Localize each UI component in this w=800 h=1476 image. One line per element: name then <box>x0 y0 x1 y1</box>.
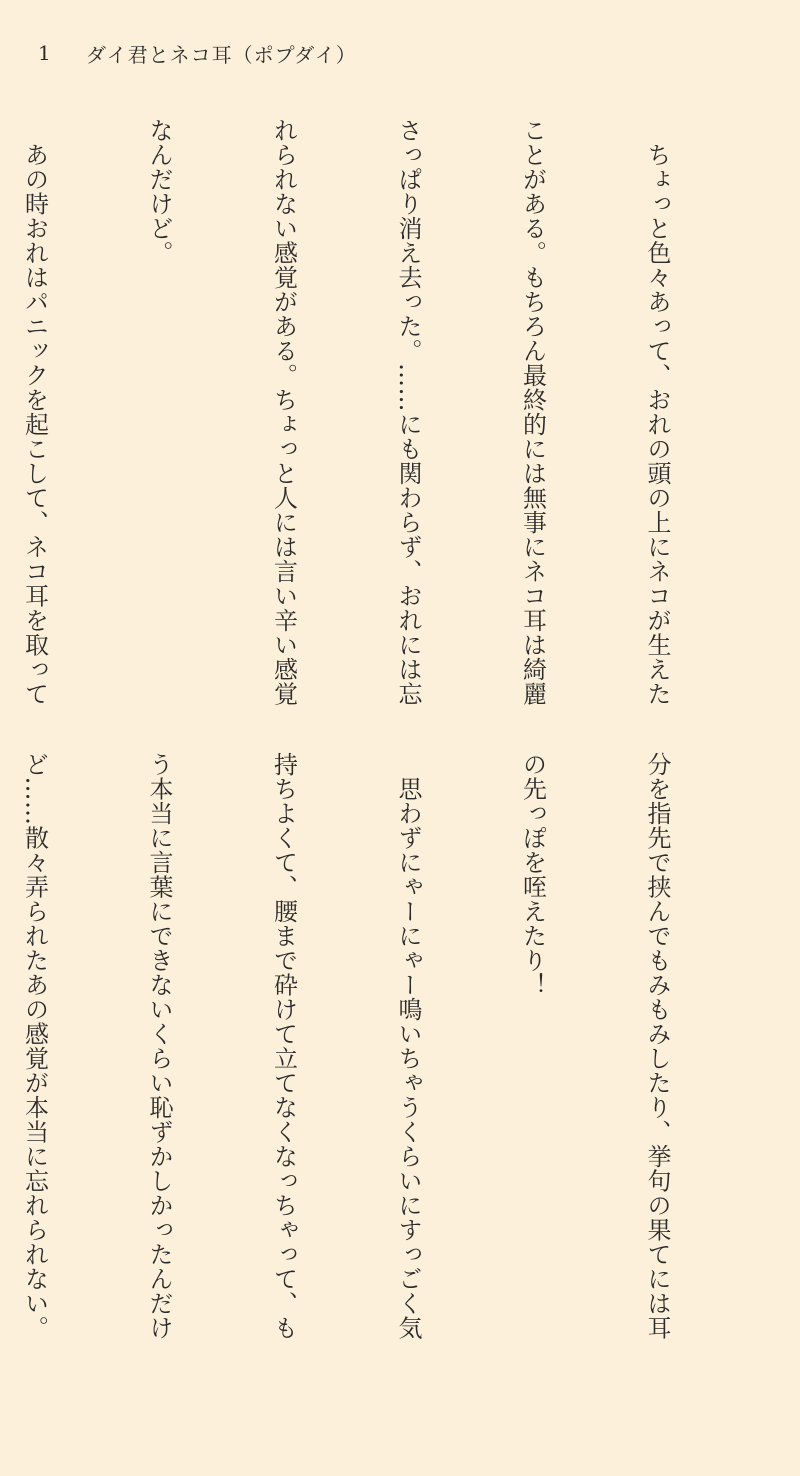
text-line: ことがある。もちろん最終的には無事にネコ耳は綺麗 <box>518 118 547 706</box>
text-line: あの時おれはパニックを起こして、ネコ耳を取って <box>20 118 49 706</box>
text-line: ちょっと色々あって、おれの頭の上にネコが生えた <box>643 118 671 706</box>
text-line: さっぱり消え去った。……にも関わらず、おれには忘 <box>394 118 422 706</box>
text-line: 思わずにゃーにゃー鳴いちゃうくらいにすっごく気 <box>394 752 422 1340</box>
body-text-lower <box>0 752 760 1392</box>
text-line: 分を指先で挟んでもみもみしたり、挙句の果てには耳 <box>643 752 671 1340</box>
text-line: れられない感覚がある。ちょっと人には言い辛い感覚 <box>269 118 298 706</box>
page-header <box>38 36 357 70</box>
text-line: の先っぽを咥えたり！ <box>518 752 547 997</box>
chapter-title: ダイ君とネコ耳（ポプダイ） <box>86 42 357 67</box>
text-line: 持ちよくて、腰まで砕けて立てなくなっちゃって、も <box>269 752 298 1340</box>
body-text-upper <box>0 118 760 718</box>
page-number: 1 <box>38 41 52 65</box>
text-line: ど……散々弄られたあの感覚が本当に忘れられない。 <box>20 752 49 1340</box>
text-line: う本当に言葉にできないくらい恥ずかしかったんだけ <box>145 752 173 1340</box>
text-line: なんだけど。 <box>145 118 173 265</box>
